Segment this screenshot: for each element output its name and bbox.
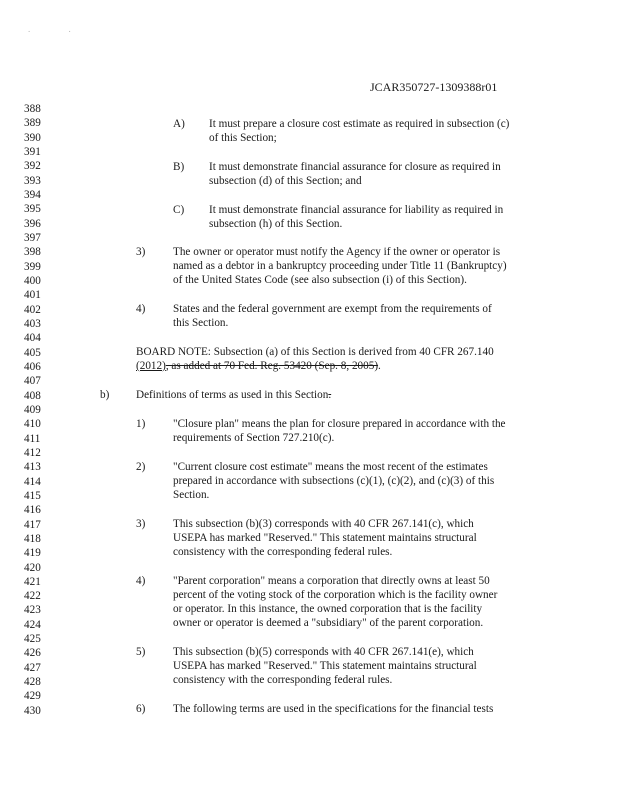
item-marker: 3) [136,518,146,530]
line-number: 413 [24,461,41,474]
line-number: 418 [24,532,41,545]
item-marker: B) [173,161,185,173]
line-number: 400 [24,274,41,287]
line-number: 394 [24,188,41,201]
line-number: 412 [24,446,41,459]
text-line: named as a debtor in a bankruptcy proceeding under Title 11 (Bankruptcy) [173,260,507,272]
line-number: 396 [24,217,41,230]
text-line: consistency with the corresponding federal rules. [173,674,393,686]
item-marker: 6) [136,703,146,715]
line-number: 407 [24,375,41,388]
line-number: 404 [24,332,41,345]
line-number: 408 [24,389,41,402]
line-number: 388 [24,103,41,115]
text-line: of the United States Code (see also subsection (i) of this Section). [173,274,467,286]
line-number: 399 [24,260,41,273]
deleted-text: , as added at 70 Fed. Reg. 53420 (Sep. 8, 2005) [165,360,379,372]
line-number: 420 [24,561,41,574]
line-number: 422 [24,590,41,603]
text-line: This subsection (b)(3) corresponds with 40 CFR 267.141(c), which [173,518,474,530]
line-number: 393 [24,174,41,187]
text-line: It must prepare a closure cost estimate as required in subsection (c) [209,118,510,130]
line-number: 406 [24,360,41,373]
corner-marks: . . [28,24,89,34]
board-note-line: BOARD NOTE: Subsection (a) of this Section is derived from 40 CFR 267.140 [136,346,494,358]
text-line: of this Section; [209,132,277,144]
line-number: 392 [24,160,41,173]
deleted-text: . [328,389,332,401]
item-marker: 5) [136,646,146,658]
line-number: 405 [24,346,41,359]
line-number: 397 [24,231,41,244]
item-marker: C) [173,204,185,216]
line-number: 423 [24,604,41,617]
text-line: "Current closure cost estimate" means the most recent of the estimates [173,461,488,473]
item-marker: b) [100,389,110,401]
text-line: this Section. [173,317,229,329]
line-number: 411 [24,432,41,445]
line-number: 401 [24,289,41,302]
document-id: JCAR350727-1309388r01 [370,80,498,94]
line-number: 421 [24,575,41,588]
text-line: prepared in accordance with subsections (c)(1), (c)(2), and (c)(3) of this [173,475,495,487]
line-number: 403 [24,317,41,330]
line-number: 414 [24,475,41,488]
line-number: 389 [24,117,41,130]
line-number: 415 [24,489,41,502]
text-line: "Closure plan" means the plan for closure prepared in accordance with the [173,418,506,430]
item-marker: 4) [136,303,146,315]
text-line: subsection (h) of this Section. [209,218,343,230]
text-line: percent of the voting stock of the corporation which is the facility owner [173,589,498,601]
text-line: The owner or operator must notify the Agency if the owner or operator is [173,246,501,258]
line-number: 430 [24,704,41,717]
text-line: It must demonstrate financial assurance for closure as required in [209,161,501,173]
line-number: 426 [24,647,41,660]
line-number: 416 [24,504,41,517]
line-number: 409 [24,403,41,416]
line-end: . [378,360,381,372]
inserted-text: (2012) [136,360,166,372]
text-line: USEPA has marked "Reserved." This statement maintains structural [173,532,477,544]
text-line: States and the federal government are exempt from the requirements of [173,303,492,315]
board-note-line-2 [136,359,381,373]
line-number: 390 [24,131,41,144]
line-number: 425 [24,633,41,646]
item-marker: 4) [136,575,146,587]
text-line: "Parent corporation" means a corporation that directly owns at least 50 [173,575,490,587]
text-line: owner or operator is deemed a "subsidiary" of the parent corporation. [173,617,484,629]
line-number: 424 [24,618,41,631]
text-line: subsection (d) of this Section; and [209,175,362,187]
text-line: or operator. In this instance, the owned corporation that is the facility [173,603,483,615]
heading-text: Definitions of terms as used in this Section [136,389,329,401]
text-line: Section. [173,489,210,501]
text-line: The following terms are used in the specifications for the financial tests [173,703,494,715]
item-marker: 1) [136,418,146,430]
item-marker: 2) [136,461,146,473]
line-number: 410 [24,418,41,431]
line-number: 417 [24,518,41,531]
line-number: 402 [24,303,41,316]
line-number: 395 [24,203,41,216]
text-line: consistency with the corresponding federal rules. [173,546,393,558]
text-line: USEPA has marked "Reserved." This statement maintains structural [173,660,477,672]
line-number: 398 [24,246,41,259]
item-marker: 3) [136,246,146,258]
text-line: requirements of Section 727.210(c). [173,432,335,444]
text-line: This subsection (b)(5) corresponds with 40 CFR 267.141(e), which [173,646,474,658]
line-number: 429 [24,690,41,703]
line-number: 391 [24,145,41,158]
line-number: 419 [24,547,41,560]
line-number: 428 [24,676,41,689]
item-marker: A) [173,118,185,130]
text-line: It must demonstrate financial assurance for liability as required in [209,204,504,216]
line-number: 427 [24,661,41,674]
definitions-heading [136,388,331,402]
